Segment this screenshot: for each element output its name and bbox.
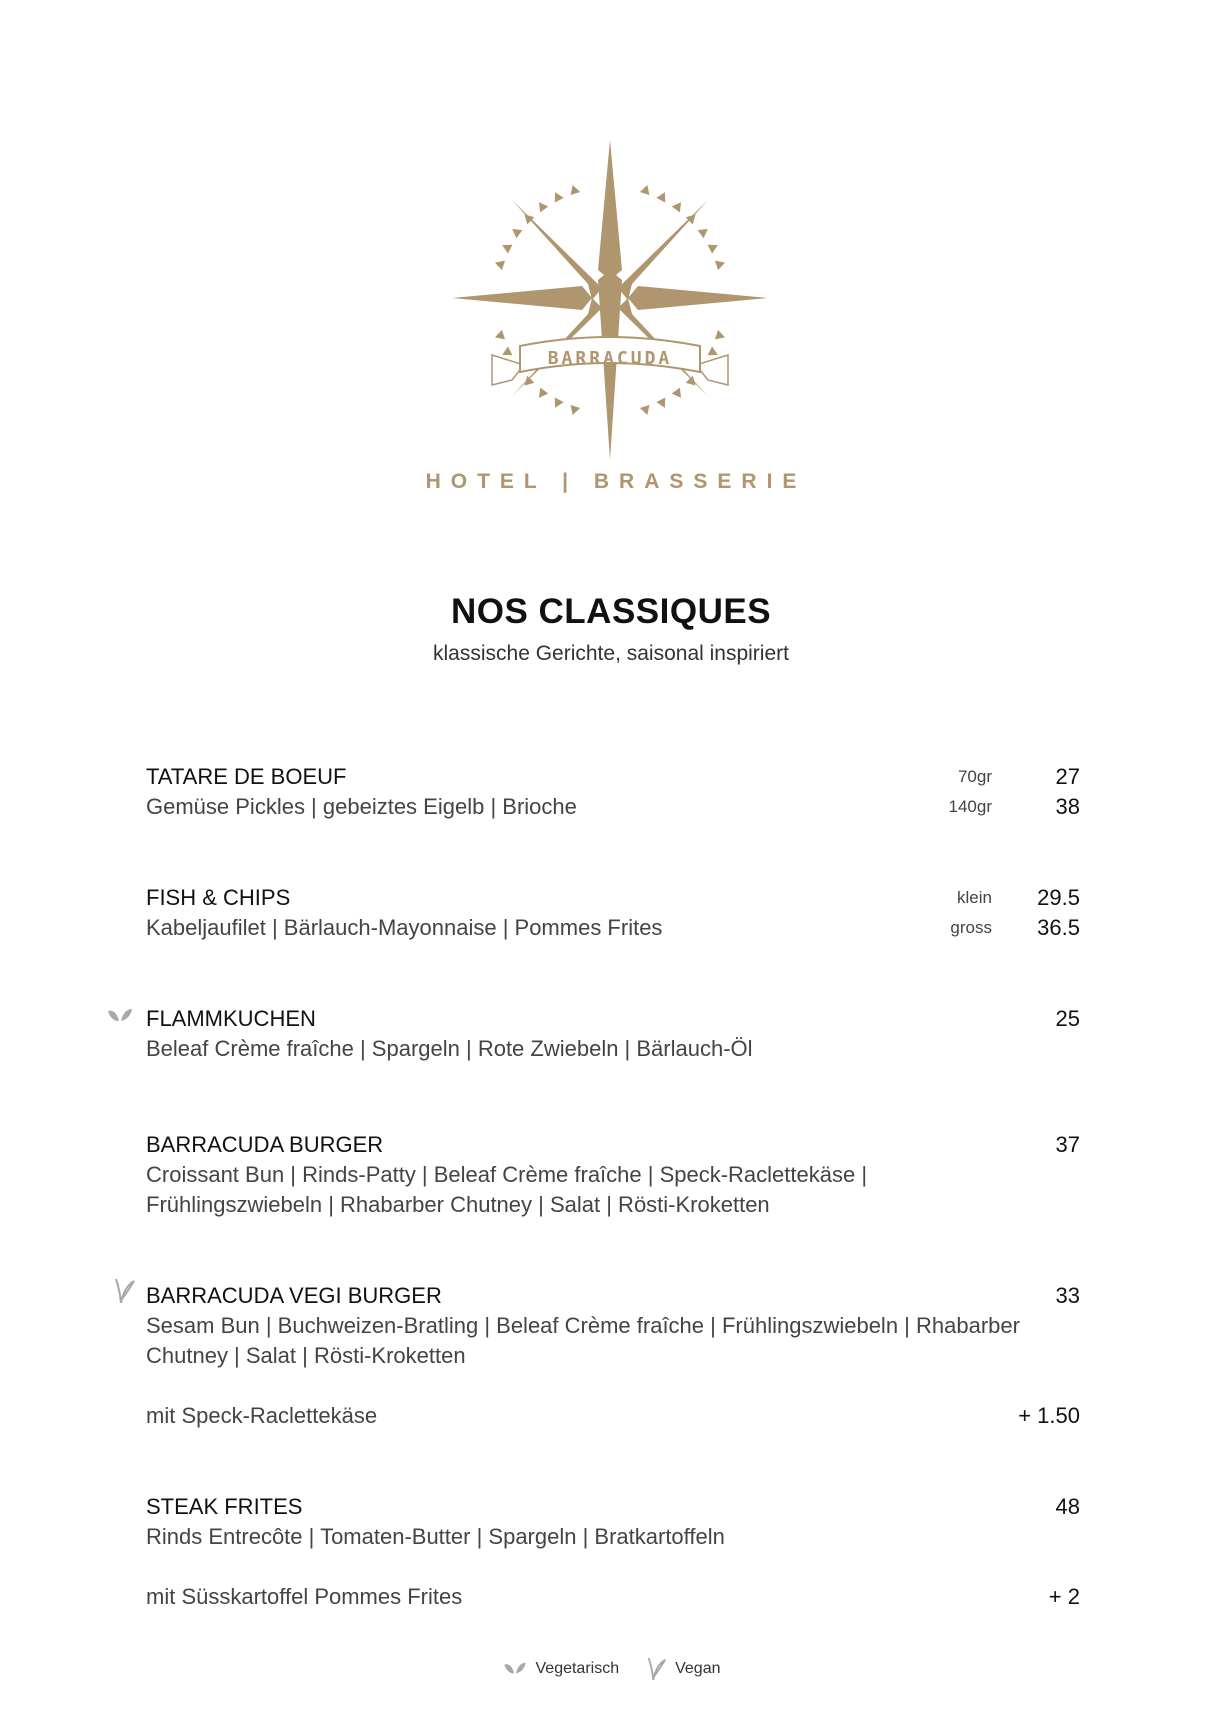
item-size: 70gr	[957, 767, 992, 786]
section-title: NOS CLASSIQUES	[450, 592, 772, 631]
item-name: BARRACUDA VEGI BURGER	[146, 1283, 442, 1308]
logo-ring-mark	[715, 258, 727, 270]
brand-line: HOTEL | BRASSERIE	[425, 470, 807, 493]
item-price: 38	[1055, 794, 1080, 819]
item-name: BARRACUDA BURGER	[146, 1132, 384, 1157]
menu-item-flammkuchen	[146, 1004, 1080, 1064]
item-description: Sesam Bun | Buchweizen-Bratling | Beleaf Crème fraîche | Frühlingszwiebeln | Rhabarber Chutney | Salat | Rösti-Kroketten	[146, 1313, 1020, 1368]
menu-item-fish-chips	[146, 883, 1080, 943]
item-price: 25	[1055, 1006, 1080, 1031]
diet-legend	[0, 1656, 1222, 1682]
section-subtitle: klassische Gerichte, saisonal inspiriert	[433, 642, 789, 665]
logo-ring-mark	[640, 183, 652, 195]
item-name: STEAK FRITES	[146, 1494, 303, 1519]
item-description: Croissant Bun | Rinds-Patty | Beleaf Crème fraîche | Speck-Raclettekäse | Frühlingszwiebeln | Rhabarber Chutney | Salat | Rösti-Kroketten	[146, 1162, 868, 1217]
item-extra-label: mit Süsskartoffel Pommes Frites	[146, 1584, 463, 1609]
item-extra-price: + 1.50	[1018, 1403, 1080, 1428]
logo-wordmark: BARRACUDA	[547, 348, 673, 369]
menu-item-barracuda-burger	[146, 1130, 1080, 1220]
item-extra-label: mit Speck-Raclettekäse	[146, 1403, 378, 1428]
logo-ring-mark	[509, 225, 522, 238]
logo-ring-mark	[535, 199, 548, 212]
item-price: 29.5	[1037, 885, 1080, 910]
logo-ring-mark	[656, 190, 669, 203]
menu-item-steak-frites	[146, 1492, 1080, 1612]
item-price: 37	[1055, 1132, 1080, 1157]
item-price: 48	[1055, 1494, 1080, 1519]
vegetarian-leaf-icon	[502, 1661, 528, 1677]
logo-ring-mark	[698, 225, 711, 238]
logo-ring-mark	[493, 258, 505, 270]
item-size: gross	[950, 918, 992, 937]
logo-ring-mark	[708, 241, 721, 254]
item-price: 36.5	[1037, 915, 1080, 940]
item-name: FLAMMKUCHEN	[146, 1006, 316, 1031]
legend-vegan	[645, 1656, 720, 1682]
item-description: Kabeljaufilet | Bärlauch-Mayonnaise | Pommes Frites	[146, 915, 663, 940]
item-extra-price: + 2	[1048, 1584, 1080, 1609]
logo-ring-mark	[672, 199, 685, 212]
vegan-sprout-icon	[112, 1277, 136, 1305]
item-price: 33	[1055, 1283, 1080, 1308]
menu-item-vegi-burger	[146, 1281, 1080, 1431]
legend-vegetarian	[502, 1660, 620, 1678]
item-description: Gemüse Pickles | gebeiztes Eigelb | Brioche	[146, 794, 577, 819]
logo-ring-mark	[551, 398, 564, 411]
barracuda-compass-logo	[452, 140, 768, 460]
logo-ring-mark	[686, 376, 699, 389]
item-price: 27	[1055, 764, 1080, 789]
item-name: FISH & CHIPS	[146, 885, 291, 910]
vegetarian-leaf-icon	[106, 1007, 134, 1025]
item-description: Rinds Entrecôte | Tomaten-Butter | Spargeln | Bratkartoffeln	[146, 1524, 725, 1549]
logo-ring-mark	[568, 183, 580, 195]
logo-ring-mark	[568, 405, 580, 417]
logo-ring-mark	[500, 241, 513, 254]
item-size: klein	[957, 888, 992, 907]
logo-ring-mark	[640, 405, 652, 417]
logo-ring-mark	[672, 388, 685, 401]
item-name: TATARE DE BOEUF	[146, 764, 347, 789]
logo-ring-mark	[551, 190, 564, 203]
logo-ring-mark	[493, 330, 505, 342]
legend-vegan-label: Vegan	[675, 1660, 721, 1677]
logo-ring-mark	[535, 388, 548, 401]
vegan-sprout-icon	[645, 1656, 667, 1682]
legend-vegetarian-label: Vegetarisch	[535, 1660, 620, 1677]
item-size: 140gr	[948, 797, 992, 816]
logo-ring-mark	[715, 330, 727, 342]
logo-ring-mark	[521, 376, 534, 389]
logo-ring-mark	[656, 398, 669, 411]
menu-item-tatare	[146, 762, 1080, 822]
item-description: Beleaf Crème fraîche | Spargeln | Rote Zwiebeln | Bärlauch-Öl	[146, 1036, 753, 1061]
